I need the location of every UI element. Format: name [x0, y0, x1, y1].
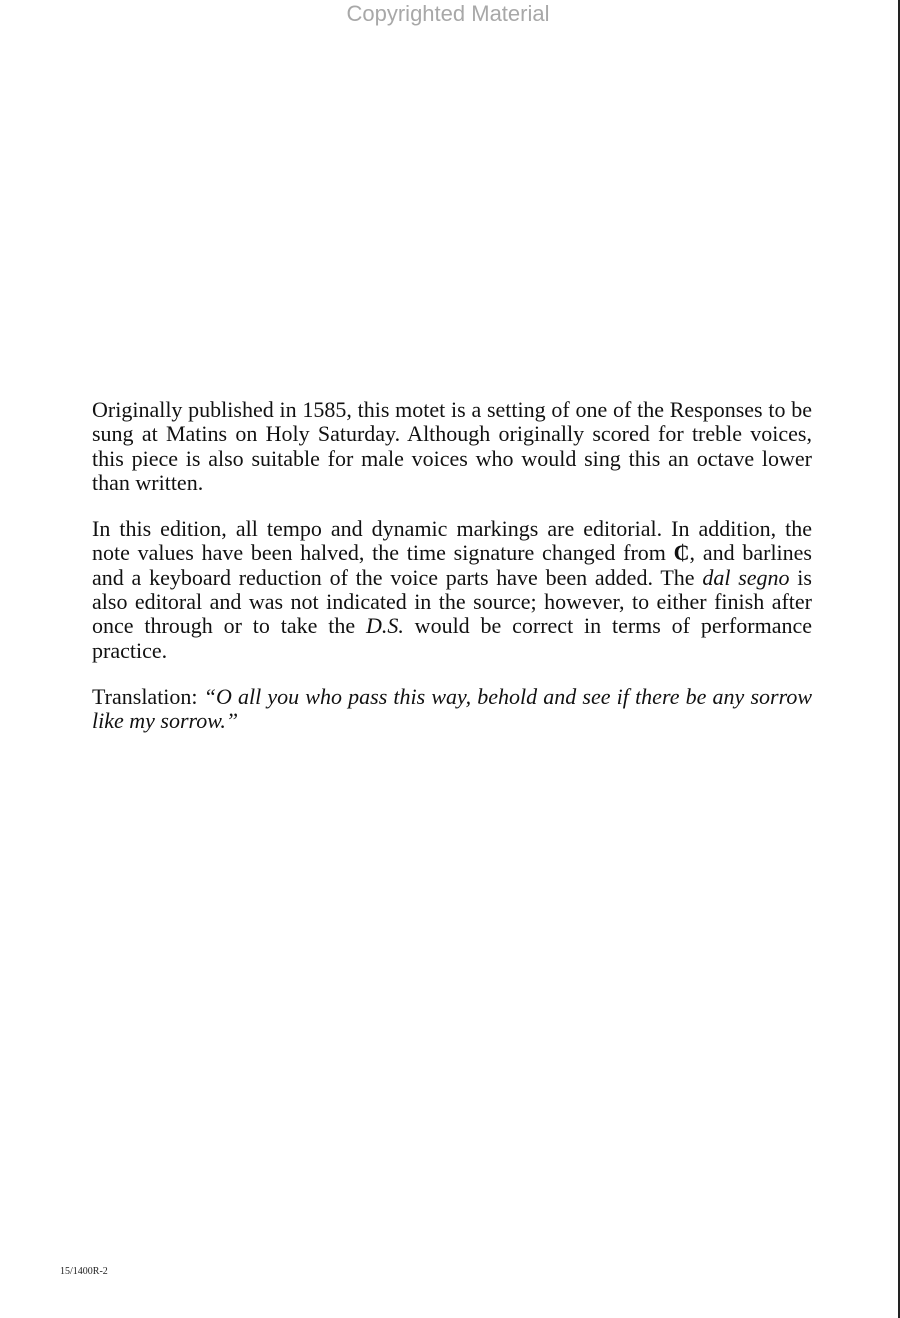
edition-notes-paragraph	[92, 517, 812, 663]
document-body	[92, 398, 812, 756]
catalog-number: 15/1400R-2	[60, 1266, 108, 1277]
cut-time-symbol: ₵	[673, 540, 690, 566]
copyright-watermark: Copyrighted Material	[346, 1, 550, 26]
dal-segno-term: dal segno	[702, 564, 790, 590]
edition-notes-text-4: would be correct in terms of performance practice.	[92, 613, 812, 663]
edition-notes-text-3: is also editoral and was not indicated in the source; however, to either finish after once through or to take the	[92, 564, 812, 639]
translation-paragraph	[92, 685, 812, 734]
translation-quote: “O all you who pass this way, behold and see if there be any sorrow like my sorrow.”	[92, 683, 813, 734]
intro-paragraph	[92, 398, 812, 495]
edition-notes-text-1: In this edition, all tempo and dynamic markings are editorial. In addition, the note values have been halved, the time signature changed from	[92, 516, 812, 566]
intro-text: Originally published in 1585, this motet is a setting of one of the Responses to be sung at Matins on Holy Saturday. Although originally scored for treble voices, this piece is also suitable for male voices who would sing this an octave lower than written.	[92, 397, 812, 495]
translation-label: Translation:	[92, 683, 204, 709]
ds-term: D.S.	[365, 613, 404, 639]
edition-notes-text-2: , and barlines and a keyboard reduction of the voice parts have been added. The	[92, 540, 812, 590]
